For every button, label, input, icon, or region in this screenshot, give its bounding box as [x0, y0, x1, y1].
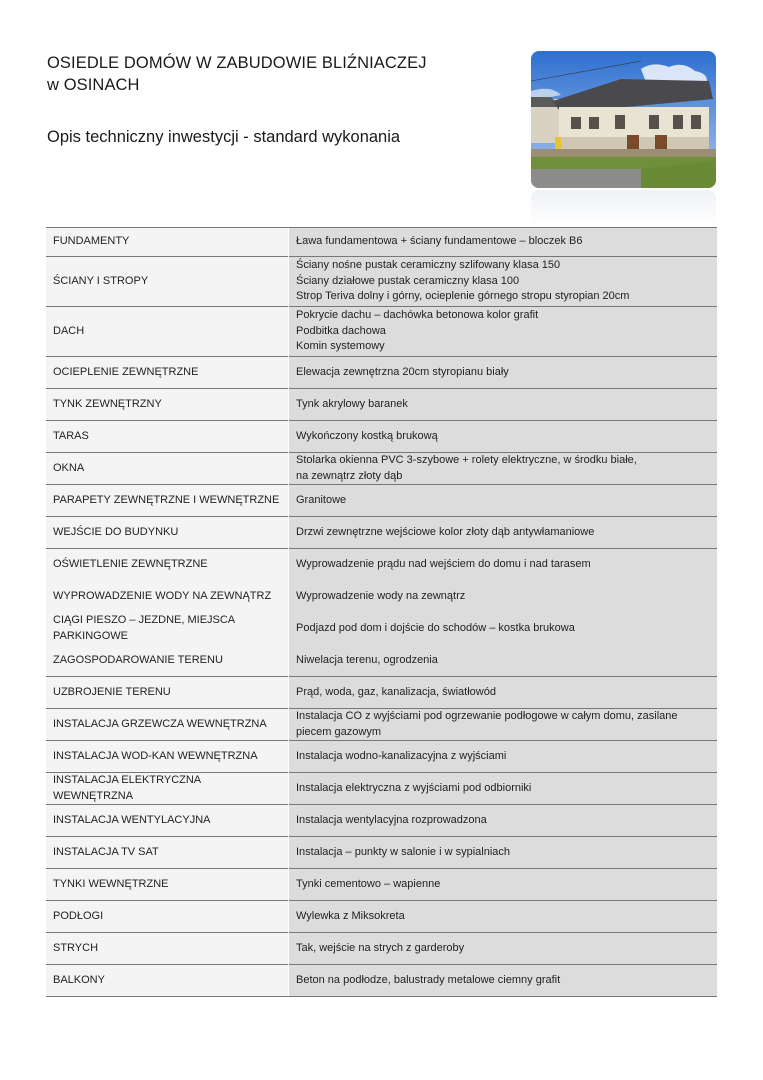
row-value	[289, 837, 718, 869]
row-value	[289, 581, 718, 613]
row-label: INSTALACJA WENTYLACYJNA	[46, 805, 289, 837]
table-row	[46, 549, 717, 581]
row-value-line: Instalacja CO z wyjściami pod ogrzewanie podłogowe w całym domu, zasilane	[296, 710, 678, 722]
row-value	[289, 517, 718, 549]
table-row	[46, 485, 717, 517]
table-row	[46, 307, 717, 357]
table-row	[46, 517, 717, 549]
row-value	[289, 357, 718, 389]
row-value	[289, 933, 718, 965]
table-row	[46, 677, 717, 709]
row-value-line: Strop Teriva dolny i górny, ocieplenie górnego stropu styropian 20cm	[296, 290, 630, 303]
table-row	[46, 421, 717, 453]
row-value-line: na zewnątrz złoty dąb	[296, 469, 403, 482]
row-label: TYNKI WEWNĘTRZNE	[46, 869, 289, 901]
house-photo-reflection	[531, 190, 716, 226]
table-row	[46, 389, 717, 421]
row-value	[289, 645, 718, 677]
row-label: OCIEPLENIE ZEWNĘTRZNE	[46, 357, 289, 389]
table-row	[46, 645, 717, 677]
row-value-line: Instalacja wentylacyjna rozprowadzona	[296, 813, 487, 826]
page-title	[47, 52, 427, 96]
table-row	[46, 933, 717, 965]
row-label: PODŁOGI	[46, 901, 289, 933]
row-value	[289, 228, 718, 257]
row-value-line: Elewacja zewnętrzna 20cm styropianu biały	[296, 365, 509, 378]
row-value	[289, 965, 718, 997]
table-row	[46, 613, 717, 645]
row-value	[289, 549, 718, 581]
row-label: INSTALACJA WOD-KAN WEWNĘTRZNA	[46, 741, 289, 773]
row-value-line: Ściany działowe pustak ceramiczny klasa 100	[296, 274, 520, 287]
table-row	[46, 453, 717, 485]
table-row	[46, 901, 717, 933]
row-value	[289, 389, 718, 421]
row-label: OŚWIETLENIE ZEWNĘTRZNE	[46, 549, 289, 581]
row-value-line: Beton na podłodze, balustrady metalowe ciemny grafit	[296, 973, 561, 986]
row-value-line: Tynki cementowo – wapienne	[296, 877, 441, 890]
row-label: UZBROJENIE TERENU	[46, 677, 289, 709]
table-row	[46, 257, 717, 307]
row-value-line: Podjazd pod dom i dojście do schodów – kostka brukowa	[296, 621, 575, 634]
row-label: DACH	[46, 307, 289, 357]
table-row	[46, 773, 717, 805]
row-value	[289, 307, 718, 357]
row-label: WYPROWADZENIE WODY NA ZEWNĄTRZ	[46, 581, 289, 613]
row-label: TYNK ZEWNĘTRZNY	[46, 389, 289, 421]
row-value-line: Wylewka z Miksokreta	[296, 909, 405, 922]
house-photo	[531, 51, 716, 227]
row-value-line: Prąd, woda, gaz, kanalizacja, światłowód	[296, 685, 496, 698]
row-value-line: Wykończony kostką brukową	[296, 429, 438, 442]
row-value	[289, 485, 718, 517]
row-value	[289, 805, 718, 837]
row-value	[289, 741, 718, 773]
row-label: CIĄGI PIESZO – JEZDNE, MIEJSCA PARKINGOWE	[46, 613, 289, 645]
row-label: INSTALACJA GRZEWCZA WEWNĘTRZNA	[46, 709, 289, 741]
row-label: INSTALACJA TV SAT	[46, 837, 289, 869]
row-value	[289, 453, 718, 485]
row-value-line: Granitowe	[296, 493, 347, 506]
row-value-line: Podbitka dachowa	[296, 324, 386, 337]
row-value-line: piecem gazowym	[296, 725, 381, 738]
house-photo-image	[531, 51, 716, 188]
title-line-1: OSIEDLE DOMÓW W ZABUDOWIE BLIŹNIACZEJ	[47, 54, 427, 72]
table-row	[46, 357, 717, 389]
row-value-line: Ściany nośne pustak ceramiczny szlifowany klasa 150	[296, 259, 561, 272]
row-value	[289, 773, 718, 805]
table-row	[46, 741, 717, 773]
row-value-line: Instalacja – punkty w salonie i w sypialniach	[296, 845, 511, 858]
row-label: WEJŚCIE DO BUDYNKU	[46, 517, 289, 549]
row-value	[289, 421, 718, 453]
table-row	[46, 581, 717, 613]
row-label: OKNA	[46, 453, 289, 485]
row-value	[289, 869, 718, 901]
row-value	[289, 901, 718, 933]
row-value-line: Instalacja elektryczna z wyjściami pod odbiorniki	[296, 781, 532, 794]
table-row	[46, 228, 717, 257]
row-value-line: Stolarka okienna PVC 3-szybowe + rolety elektryczne, w środku białe,	[296, 454, 637, 466]
title-line-2: w OSINACH	[47, 76, 140, 94]
row-value-line: Tynk akrylowy baranek	[296, 397, 408, 410]
row-label: ZAGOSPODAROWANIE TERENU	[46, 645, 289, 677]
row-value-line: Wyprowadzenie wody na zewnątrz	[296, 589, 466, 602]
row-label: ŚCIANY I STROPY	[46, 257, 289, 307]
row-value-line: Tak, wejście na strych z garderoby	[296, 941, 465, 954]
table-row	[46, 869, 717, 901]
row-value-line: Wyprowadzenie prądu nad wejściem do domu i nad tarasem	[296, 558, 591, 570]
row-value-line: Pokrycie dachu – dachówka betonowa kolor grafit	[296, 309, 539, 322]
row-value	[289, 257, 718, 307]
row-label: BALKONY	[46, 965, 289, 997]
row-label: FUNDAMENTY	[46, 228, 289, 257]
row-value-line: Niwelacja terenu, ogrodzenia	[296, 653, 438, 666]
row-label: STRYCH	[46, 933, 289, 965]
row-value	[289, 677, 718, 709]
spec-table	[46, 227, 717, 997]
row-value-line: Instalacja wodno-kanalizacyjna z wyjściami	[296, 749, 507, 762]
row-value-line: Drzwi zewnętrzne wejściowe kolor złoty dąb antywłamaniowe	[296, 525, 595, 538]
table-row	[46, 709, 717, 741]
row-label: TARAS	[46, 421, 289, 453]
row-value-line: Komin systemowy	[296, 340, 385, 353]
row-label: INSTALACJA ELEKTRYCZNA WEWNĘTRZNA	[46, 773, 289, 805]
row-value	[289, 709, 718, 741]
table-row	[46, 837, 717, 869]
row-value-line: Ława fundamentowa + ściany fundamentowe – bloczek B6	[296, 235, 583, 248]
table-row	[46, 805, 717, 837]
table-row	[46, 965, 717, 997]
row-value	[289, 613, 718, 645]
page-subtitle: Opis techniczny inwestycji - standard wykonania	[47, 128, 401, 146]
row-label: PARAPETY ZEWNĘTRZNE I WEWNĘTRZNE	[46, 485, 289, 517]
